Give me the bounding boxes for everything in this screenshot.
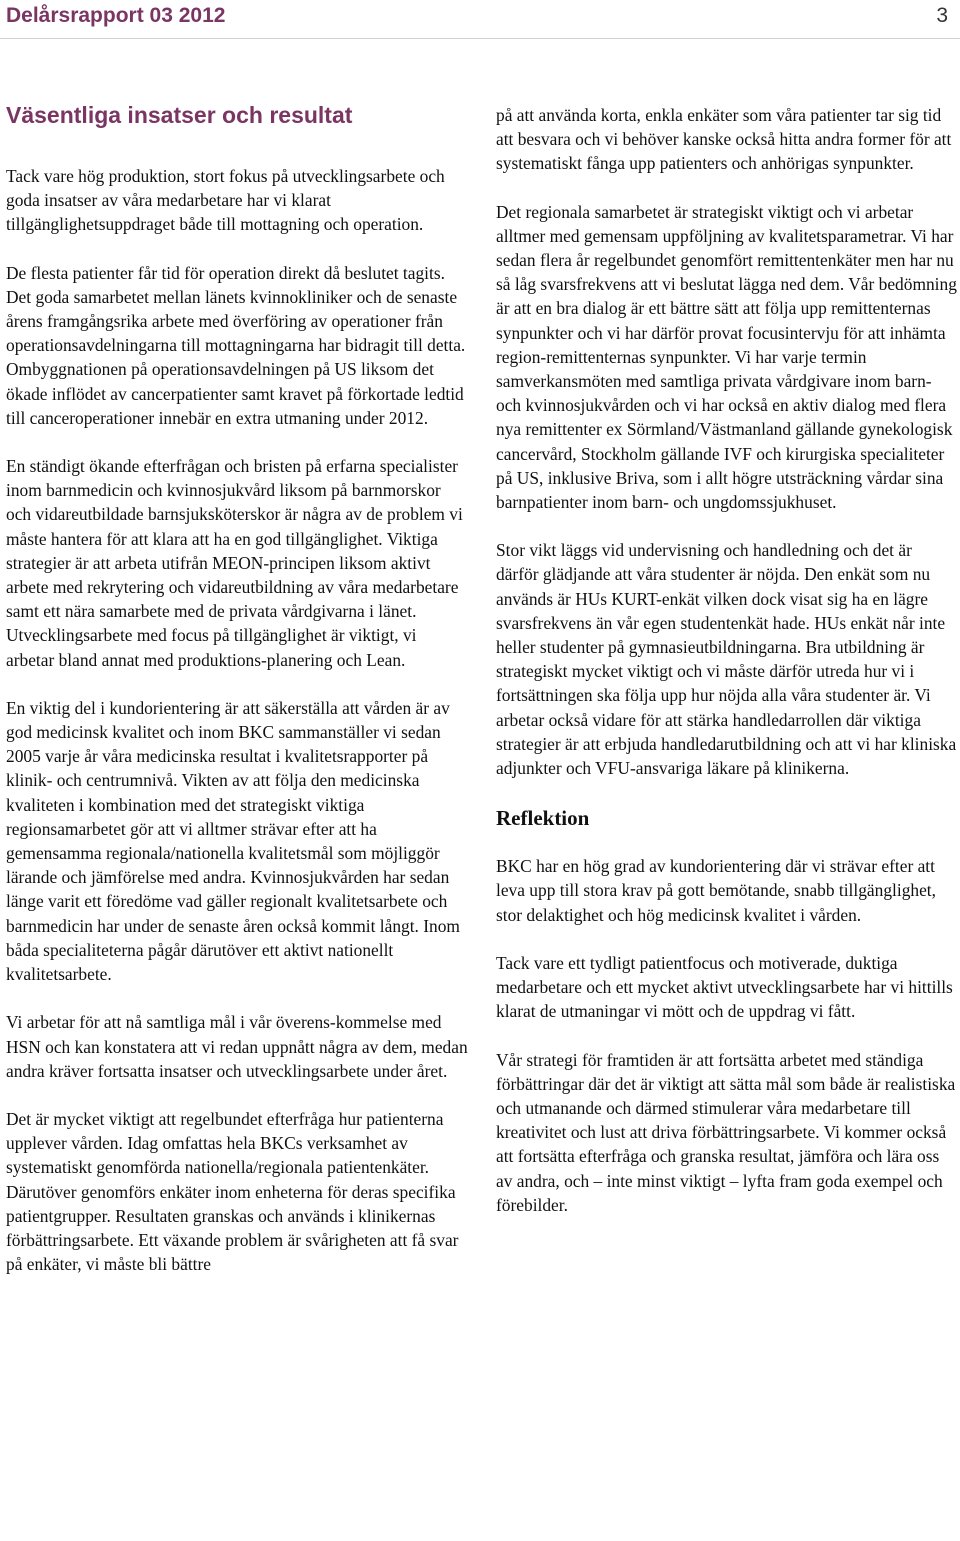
paragraph: BKC har en hög grad av kundorientering där vi strävar efter att leva upp till stora krav på gott bemötande, snabb tillgänglighet, stor delaktighet och hög medicinsk kvalitet i vården.: [496, 856, 936, 925]
paragraph: Stor vikt läggs vid undervisning och handledning och det är därför glädjande att våra studenter är nöjda. Den enkät som nu används är HUs KURT-enkät vilken dock visat sig ha en lägre svarsfrekvens än vår egen studentenkät hade. HUs enkät når inte heller studenter på gymnasieutbildningarna. Bra utbildning är strategiskt mycket viktigt och vi måste därför utreda hur vi i fortsättningen ska följa upp hur nöjda alla våra studenter är. Vi arbetar också vidare för att stärka handledarrollen där viktiga strategier är att erbjuda handledarutbildning och att vi har kliniska adjunkter och VFU-ansvariga läkare på klinikerna.: [496, 540, 957, 779]
paragraph: Vår strategi för framtiden är att fortsätta arbetet med ständiga förbättringar där det är viktigt att sätta mål som både är realistiska och utmanande och därmed stimulerar våra medarbetare till kreativitet och lust att driva förbättringsarbete. Vi kommer också att fortsätta efterfråga och granska resultat, jämföra och lära oss av andra, och – inte minst viktigt – lyfta fram goda exempel och förebilder.: [496, 1049, 956, 1215]
paragraph: Det regionala samarbetet är strategiskt viktigt och vi arbetar alltmer med gemensam uppföljning av kvalitetsparametrar. Vi har sedan flera år regelbundet genomfört remittentenkäter men har nu så låg svarsfrekvens att vi beslutat lägga ned dem. Vår bedömning är att en bra dialog är ett bättre sätt att följa upp remittenternas synpunkter och vi har därför provat focusintervju för att inhämta region-remittenternas synpunkter. Vi har varje termin samverkansmöten med samtliga privata vårdgivare inom barn- och kvinnosjukvården och vi har också en aktiv dialog med flera nya remittenter ex Sörmland/Västmanland gällande gynekologisk cancervård, Stockholm gällande IVF och kirurgiska specialiteter på US, inklusive Briva, som i allt högre utsträckning vårdar sina barnpatienter inom barn- och ungdomssjukhuset.: [496, 201, 957, 513]
page-header: [0, 0, 960, 39]
paragraph: En viktig del i kundorientering är att säkerställa att vården är av god medicinsk kvalitet och inom BKC sammanställer vi sedan 2005 varje år våra medicinska resultat i kvalitetsrapporter på klinik- och centrumnivå. Vikten av att följa den medicinska kvaliteten i kombination med det strategiskt viktiga regionsamarbetet gör att vi alltmer strävar efter att ha gemensamma regionala/nationella kvalitetsmål som möjliggör lärande och jämförelse med andra. Kvinnosjukvården har sedan länge varit ett föredöme vad gäller regionalt kvalitetsarbete och barnmedicin har under de senaste åren också kommit långt. Inom båda specialiteterna pågår därutöver ett aktivt nationellt kvalitetsarbete.: [6, 697, 460, 985]
left-column: [6, 100, 468, 1300]
reflection-heading: Reflektion: [496, 806, 590, 831]
paragraph: De flesta patienter får tid för operation direkt då beslutet tagits. Det goda samarbetet mellan länets kvinnokliniker och de senaste årens framgångsrika arbete med överföring av operationer från operationsavdelningarna till mottagningarna har bidragit till detta. Ombyggnationen på operationsavdelningen på US liksom det ökade inflödet av cancerpatienter samt kravet på förkortade ledtid till canceroperationer innebär en extra utmaning under 2012.: [6, 262, 466, 428]
right-column: [496, 103, 958, 1241]
paragraph: Det är mycket viktigt att regelbundet efterfråga hur patienterna upplever vården. Idag omfattas hela BKCs verksamhet av systematiskt genomförda nationella/regionala patientenkäter. Därutöver genomförs enkäter inom enheterna för deras specifika patientgrupper. Resultaten granskas och används i klinikernas förbättringsarbete. Ett växande problem är svårigheten att få svar på enkäter, vi måste bli bättre: [6, 1108, 459, 1275]
paragraph: Tack vare hög produktion, stort fokus på utvecklingsarbete och goda insatser av våra medarbetare har vi klarat tillgänglighetsuppdraget både till mottagning och operation.: [6, 166, 445, 235]
section-heading: Väsentliga insatser och resultat: [6, 102, 353, 128]
paragraph: Tack vare ett tydligt patientfocus och motiverade, duktiga medarbetare och ett mycket aktivt utvecklingsarbete har vi hittills klarat de utmaningar vi mött och de uppdrag vi fått.: [496, 952, 953, 1022]
report-title: Delårsrapport 03 2012: [6, 4, 226, 27]
paragraph: En ständigt ökande efterfrågan och bristen på erfarna specialister inom barnmedicin och kvinnosjukvård liksom på barnmorskor och vidareutbildade barnsjuksköterskor är några av de problem vi måste hantera för att klara att ha en god tillgänglighet. Viktiga strategier är att arbeta utifrån MEON-principen liksom aktivt arbete med rekrytering och vidareutbildning av våra medarbetare samt ett nära samarbete med de privata vårdgivarna i länet. Utvecklingsarbete med focus på tillgänglighet är viktigt, vi arbetar bland annat med produktions-planering och Lean.: [6, 456, 463, 670]
paragraph: Vi arbetar för att nå samtliga mål i vår överens-kommelse med HSN och kan konstatera att vi redan uppnått några av dem, medan andra kräver fortsatta insatser och utvecklingsarbete under året.: [6, 1012, 468, 1081]
page-number: 3: [936, 4, 948, 27]
paragraph: på att använda korta, enkla enkäter som våra patienter tar sig tid att besvara och vi behöver kanske också hitta andra former för att systematiskt fånga upp patienters och anhörigas synpunkter.: [496, 105, 952, 174]
